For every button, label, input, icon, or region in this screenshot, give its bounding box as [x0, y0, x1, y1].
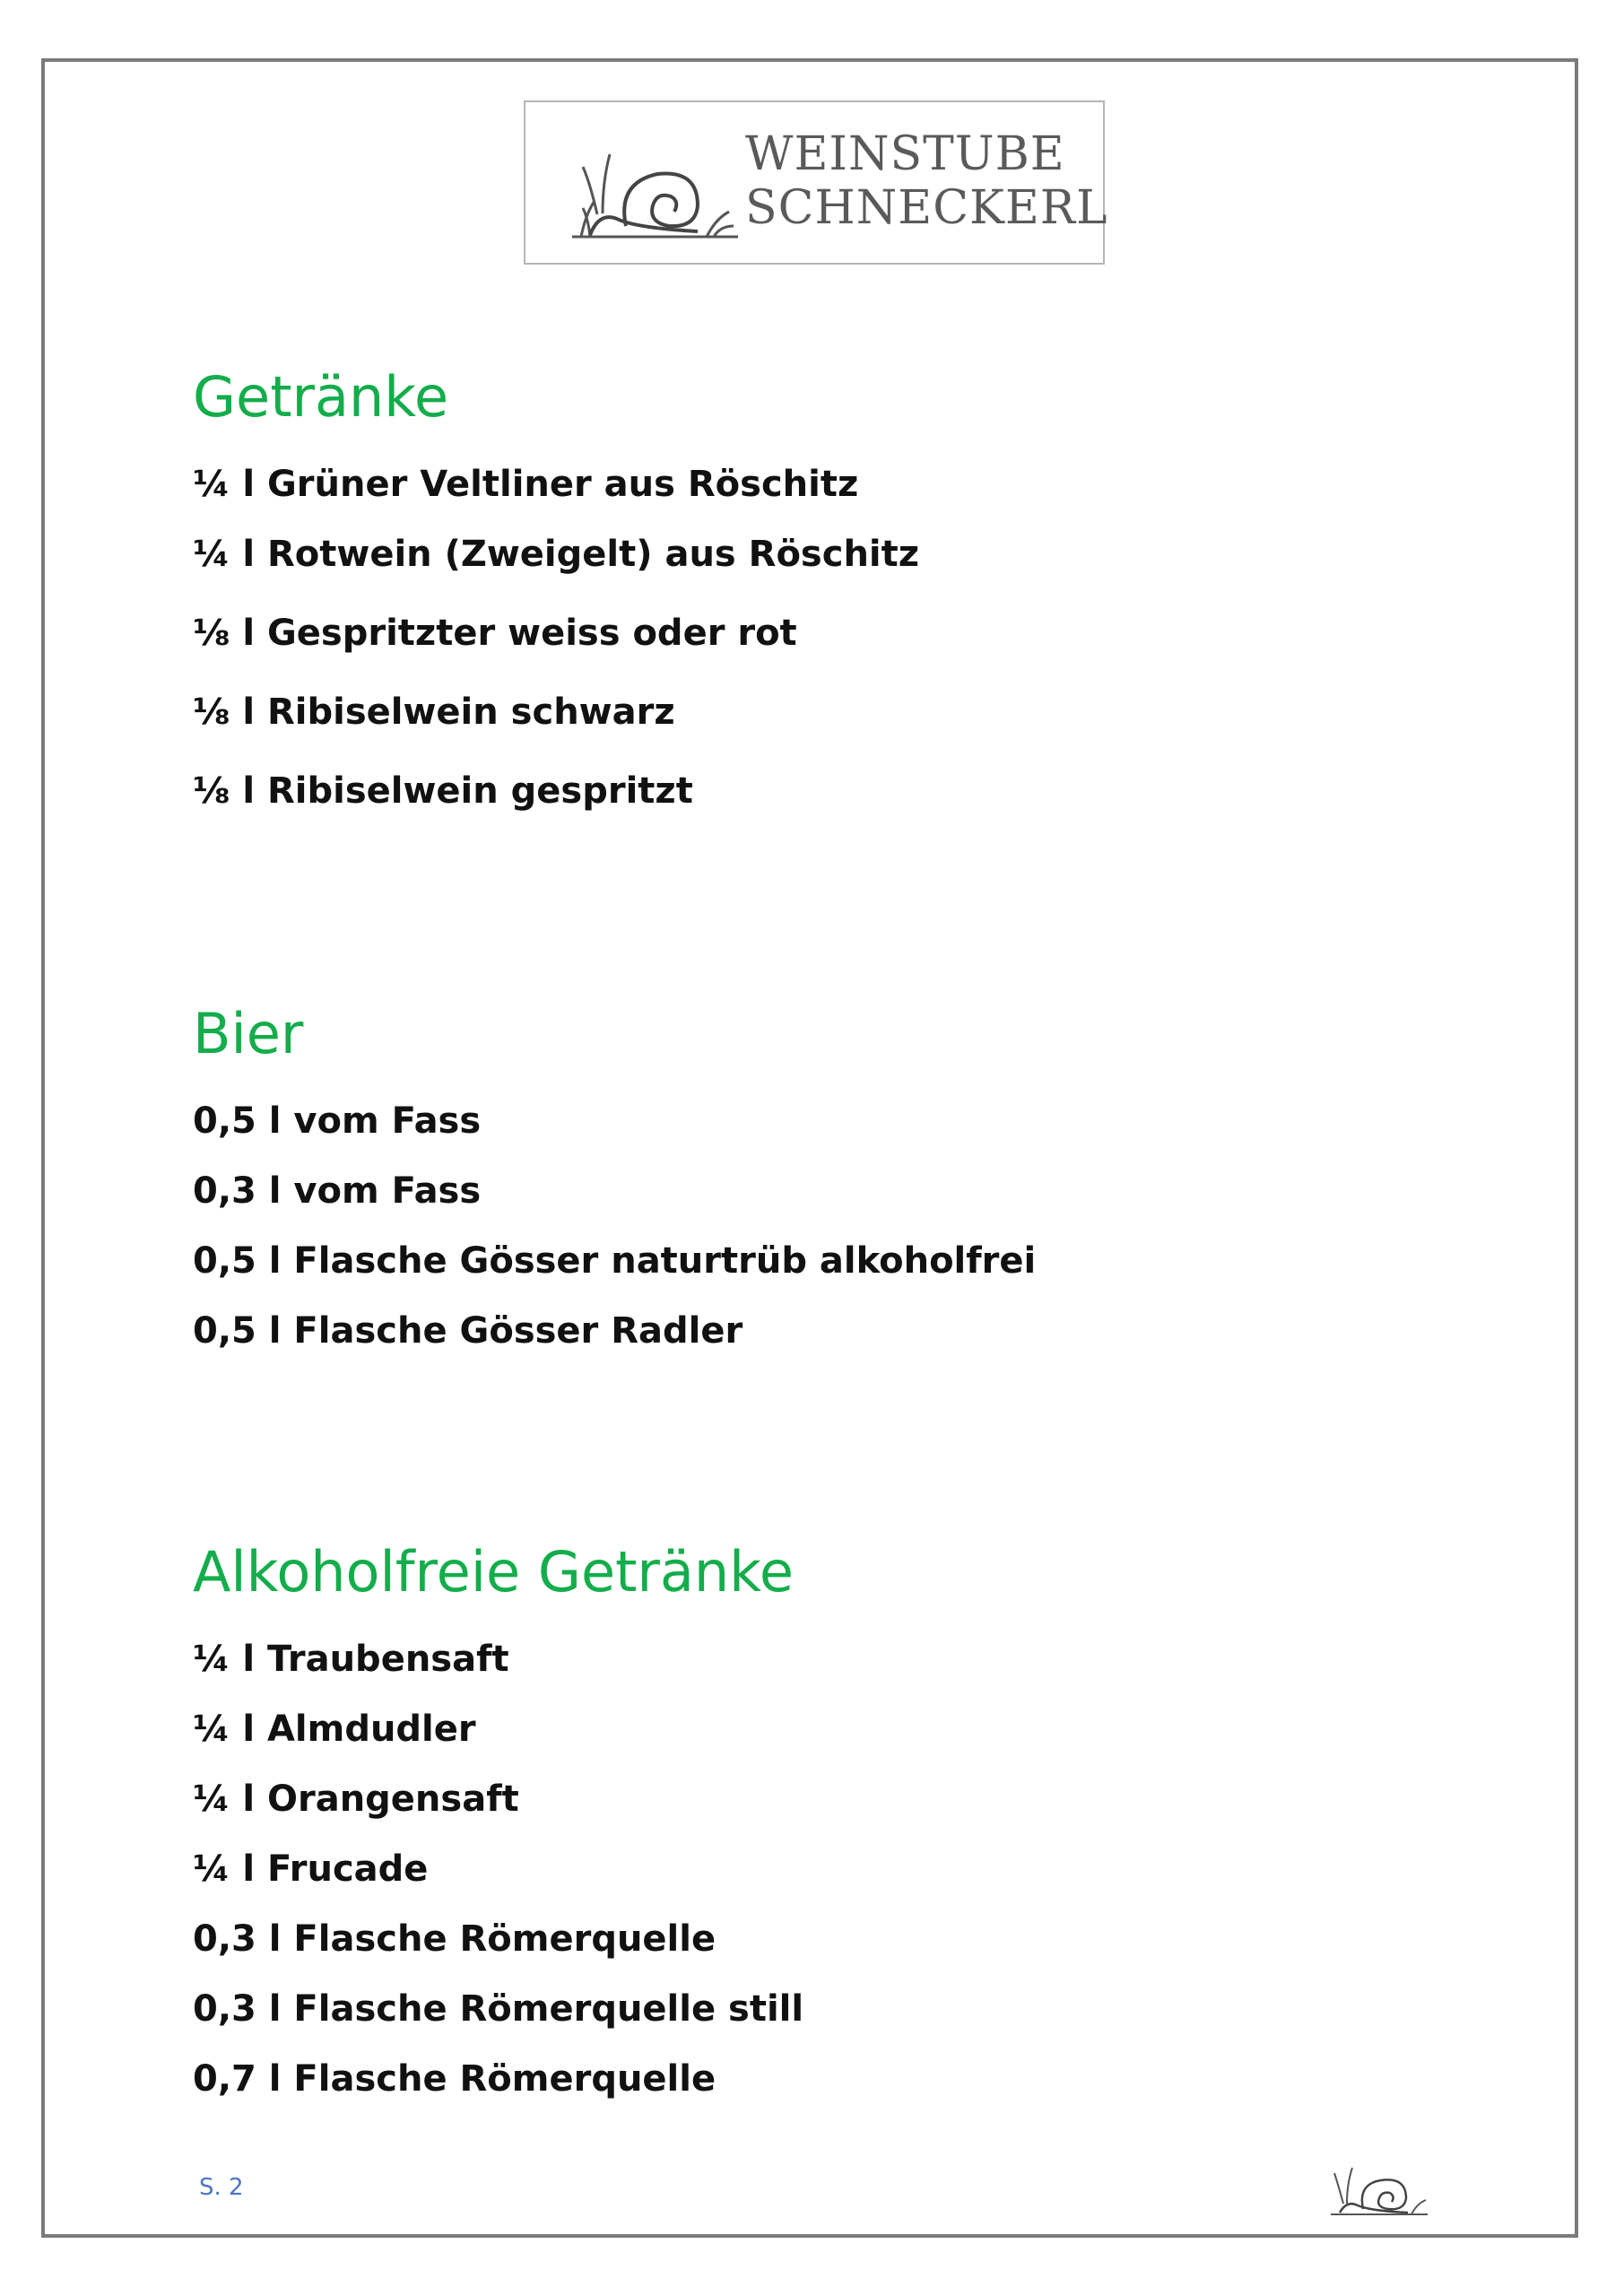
- logo-wordmark: [745, 127, 1108, 235]
- menu-item: 0,5 l vom Fass: [193, 1100, 482, 1142]
- menu-item: 0,5 l Flasche Gösser naturtrüb alkoholfrei: [193, 1240, 1037, 1282]
- menu-item: 0,5 l Flasche Gösser Radler: [193, 1310, 743, 1352]
- snail-logo-icon: [563, 129, 743, 246]
- menu-item: ⅛ l Ribiselwein schwarz: [193, 691, 675, 733]
- section-heading-getraenke: Getränke: [193, 364, 449, 430]
- menu-item: ⅛ l Gespritzter weiss oder rot: [193, 613, 797, 654]
- menu-item: ¼ l Frucade: [193, 1848, 429, 1890]
- menu-item: ¼ l Traubensaft: [193, 1639, 509, 1680]
- menu-item: 0,3 l vom Fass: [193, 1170, 482, 1212]
- snail-footer-icon: [1325, 2157, 1433, 2220]
- logo: [524, 100, 1108, 265]
- menu-item: ¼ l Grüner Veltliner aus Röschitz: [193, 464, 859, 505]
- logo-line-1: WEINSTUBE: [745, 127, 1065, 181]
- menu-item: 0,3 l Flasche Römerquelle still: [193, 1988, 804, 2030]
- menu-item: 0,3 l Flasche Römerquelle: [193, 1918, 716, 1960]
- menu-item: ¼ l Orangensaft: [193, 1779, 519, 1820]
- logo-line-2: SCHNECKERL: [745, 181, 1108, 235]
- menu-item: ¼ l Almdudler: [193, 1709, 476, 1750]
- page-number: S. 2: [199, 2174, 244, 2201]
- section-heading-alkoholfreie-getraenke: Alkoholfreie Getränke: [193, 1539, 795, 1605]
- section-heading-bier: Bier: [193, 1001, 304, 1066]
- menu-item: ¼ l Rotwein (Zweigelt) aus Röschitz: [193, 534, 920, 575]
- menu-item: ⅛ l Ribiselwein gespritzt: [193, 770, 693, 812]
- menu-item: 0,7 l Flasche Römerquelle: [193, 2058, 716, 2100]
